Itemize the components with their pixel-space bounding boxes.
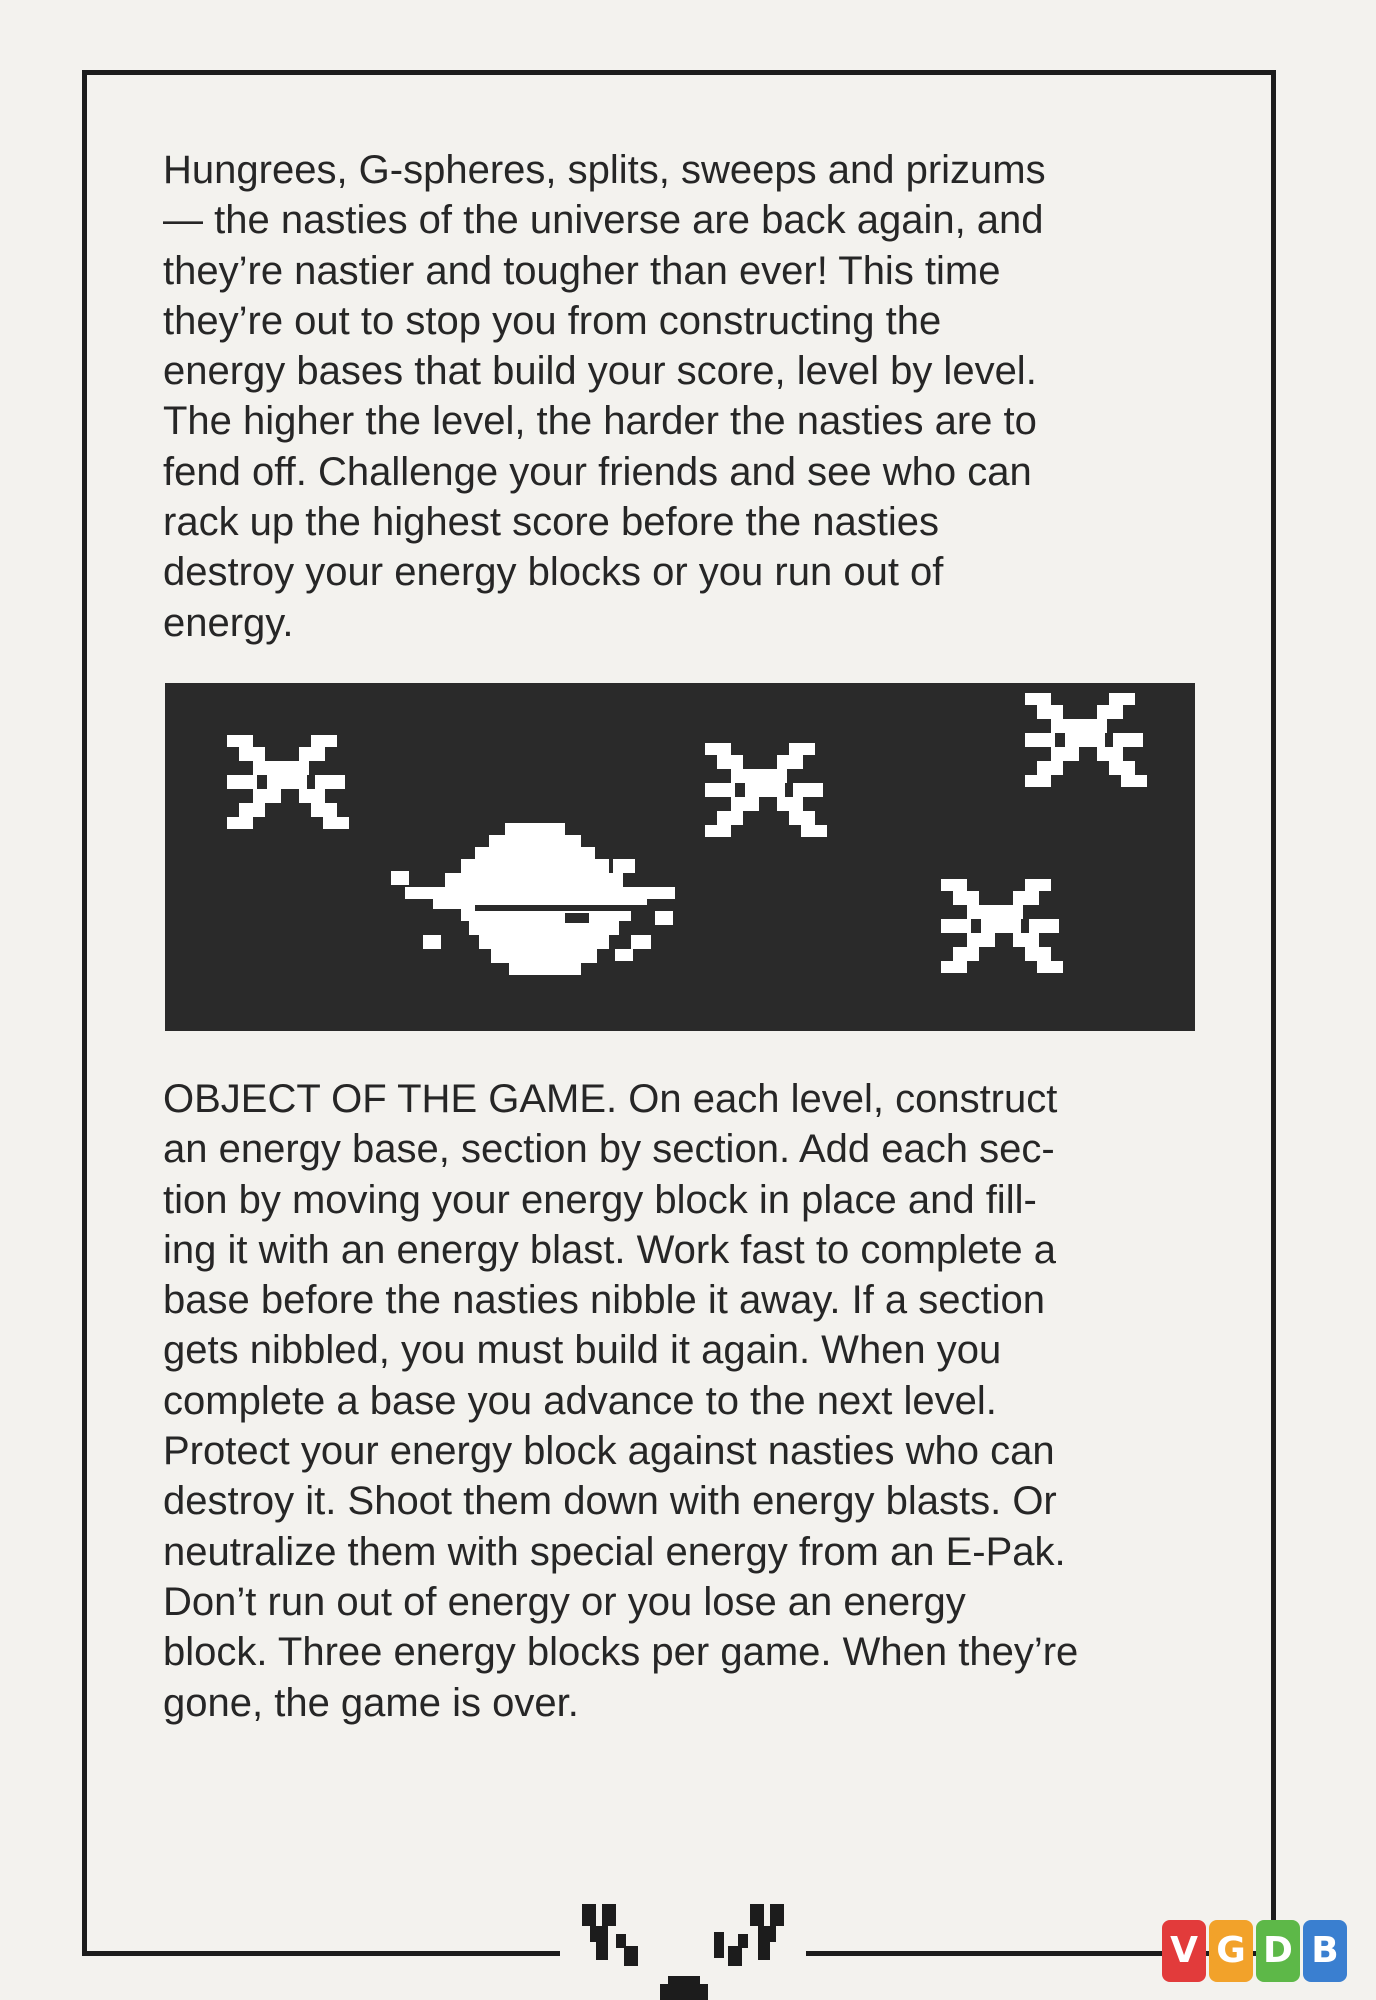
intro-paragraph: Hungrees, G-spheres, splits, sweeps and prizums — the nasties of the universe are back again, and they’re nastier and tougher than ever! This time they’re out to stop you from constructing the energy bases that build your score, level by level. The higher the level, the harder the nasties are to fend off. Challenge your friends and see who can rack up the highest score before the nasties destroy your energy blocks or you run out of energy. xyxy=(163,148,1046,645)
logo-letter-b: B xyxy=(1303,1920,1347,1982)
bottom-rule-left xyxy=(82,1951,560,1956)
logo-letter-v: V xyxy=(1162,1920,1206,1982)
logo-letter-g: G xyxy=(1209,1920,1253,1982)
bottom-sprite-emblem xyxy=(568,1896,798,2000)
game-screen-illustration xyxy=(165,683,1195,1031)
logo-letter-d: D xyxy=(1256,1920,1300,1982)
object-of-the-game-paragraph: OBJECT OF THE GAME. On each level, construct an energy base, section by section. Add each sec- tion by moving your energy block in place and fill- ing it with an energy blast. Work fast to complete a base before the nasties nibble it away. If a section gets nibbled, you must build it again. When you complete a base you advance to the next level. Protect your energy block against nasties who can destroy it. Shoot them down with energy blasts. Or neutralize them with special energy from an E-Pak. Don’t run out of energy or you lose an energy block. Three energy blocks per game. When they’re gone, the game is over. xyxy=(163,1077,1079,1725)
vgdb-watermark-logo xyxy=(1162,1920,1347,1982)
